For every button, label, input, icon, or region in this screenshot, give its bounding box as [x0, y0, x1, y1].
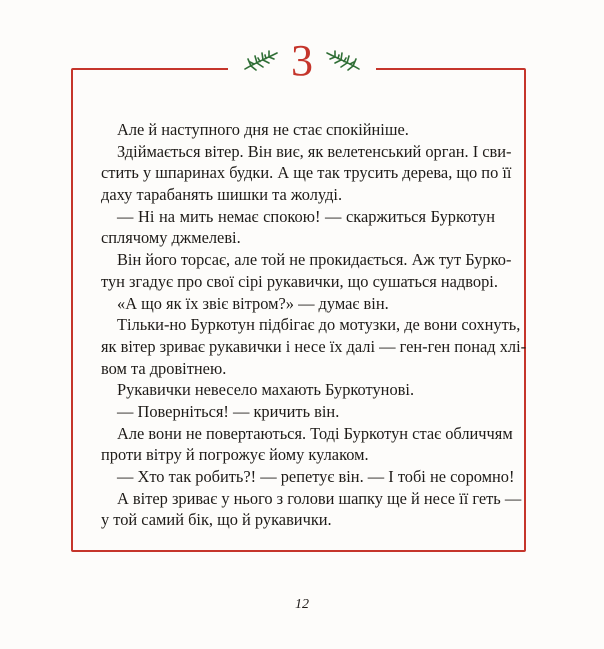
pine-sprig-right-icon — [325, 47, 361, 73]
text-line: тун згадує про свої сірі рукавички, що сушаться надворі. — [101, 271, 498, 291]
text-line: А вітер зриває у нього з голови шапку ще й несе її геть — — [117, 488, 522, 508]
text-line: — Поверніться! — кричить він. — [117, 401, 340, 421]
text-line: Рукавички невесело махають Буркотунові. — [117, 380, 415, 400]
text-line: даху тарабанять шишки та жолуді. — [101, 185, 343, 205]
text-line: Тільки-но Буркотун підбігає до мотузки, де вони сохнуть, — [117, 315, 521, 335]
text-line: «А що як їх звіє вітром?» — думає він. — [117, 293, 389, 313]
text-line: — Хто так робить?! — репетує він. — І тобі не соромно! — [117, 467, 515, 486]
text-line: сплячому джмелеві. — [101, 228, 241, 248]
text-line: — Ні на мить немає спокою! — скаржиться Буркотун — [117, 206, 495, 226]
text-line: проти вітру й погрожує йому кулаком. — [101, 445, 369, 465]
text-line: стить у шпаринах будки. А ще так трусить дерева, що по її — [101, 163, 512, 183]
pine-sprig-left-icon — [243, 47, 279, 73]
text-line: Він його торсає, але той не прокидається. Аж тут Бурко- — [117, 250, 512, 270]
text-line: вом та дровітнею. — [101, 358, 227, 378]
chapter-header — [228, 36, 376, 84]
text-line: Але й наступного дня не стає спокійніше. — [117, 120, 409, 139]
text-line: Здіймається вітер. Він виє, як велетенський орган. І сви- — [117, 141, 512, 161]
page-number: 12 — [295, 597, 309, 612]
text-line: у той самий бік, що й рукавички. — [101, 510, 332, 530]
story-text — [101, 119, 527, 531]
text-line: як вітер зриває рукавички і несе їх далі — ген-ген понад хлі- — [101, 336, 527, 356]
text-line: Але вони не повертаються. Тоді Буркотун стає обличчям — [117, 423, 513, 443]
chapter-number: 3 — [291, 36, 313, 85]
